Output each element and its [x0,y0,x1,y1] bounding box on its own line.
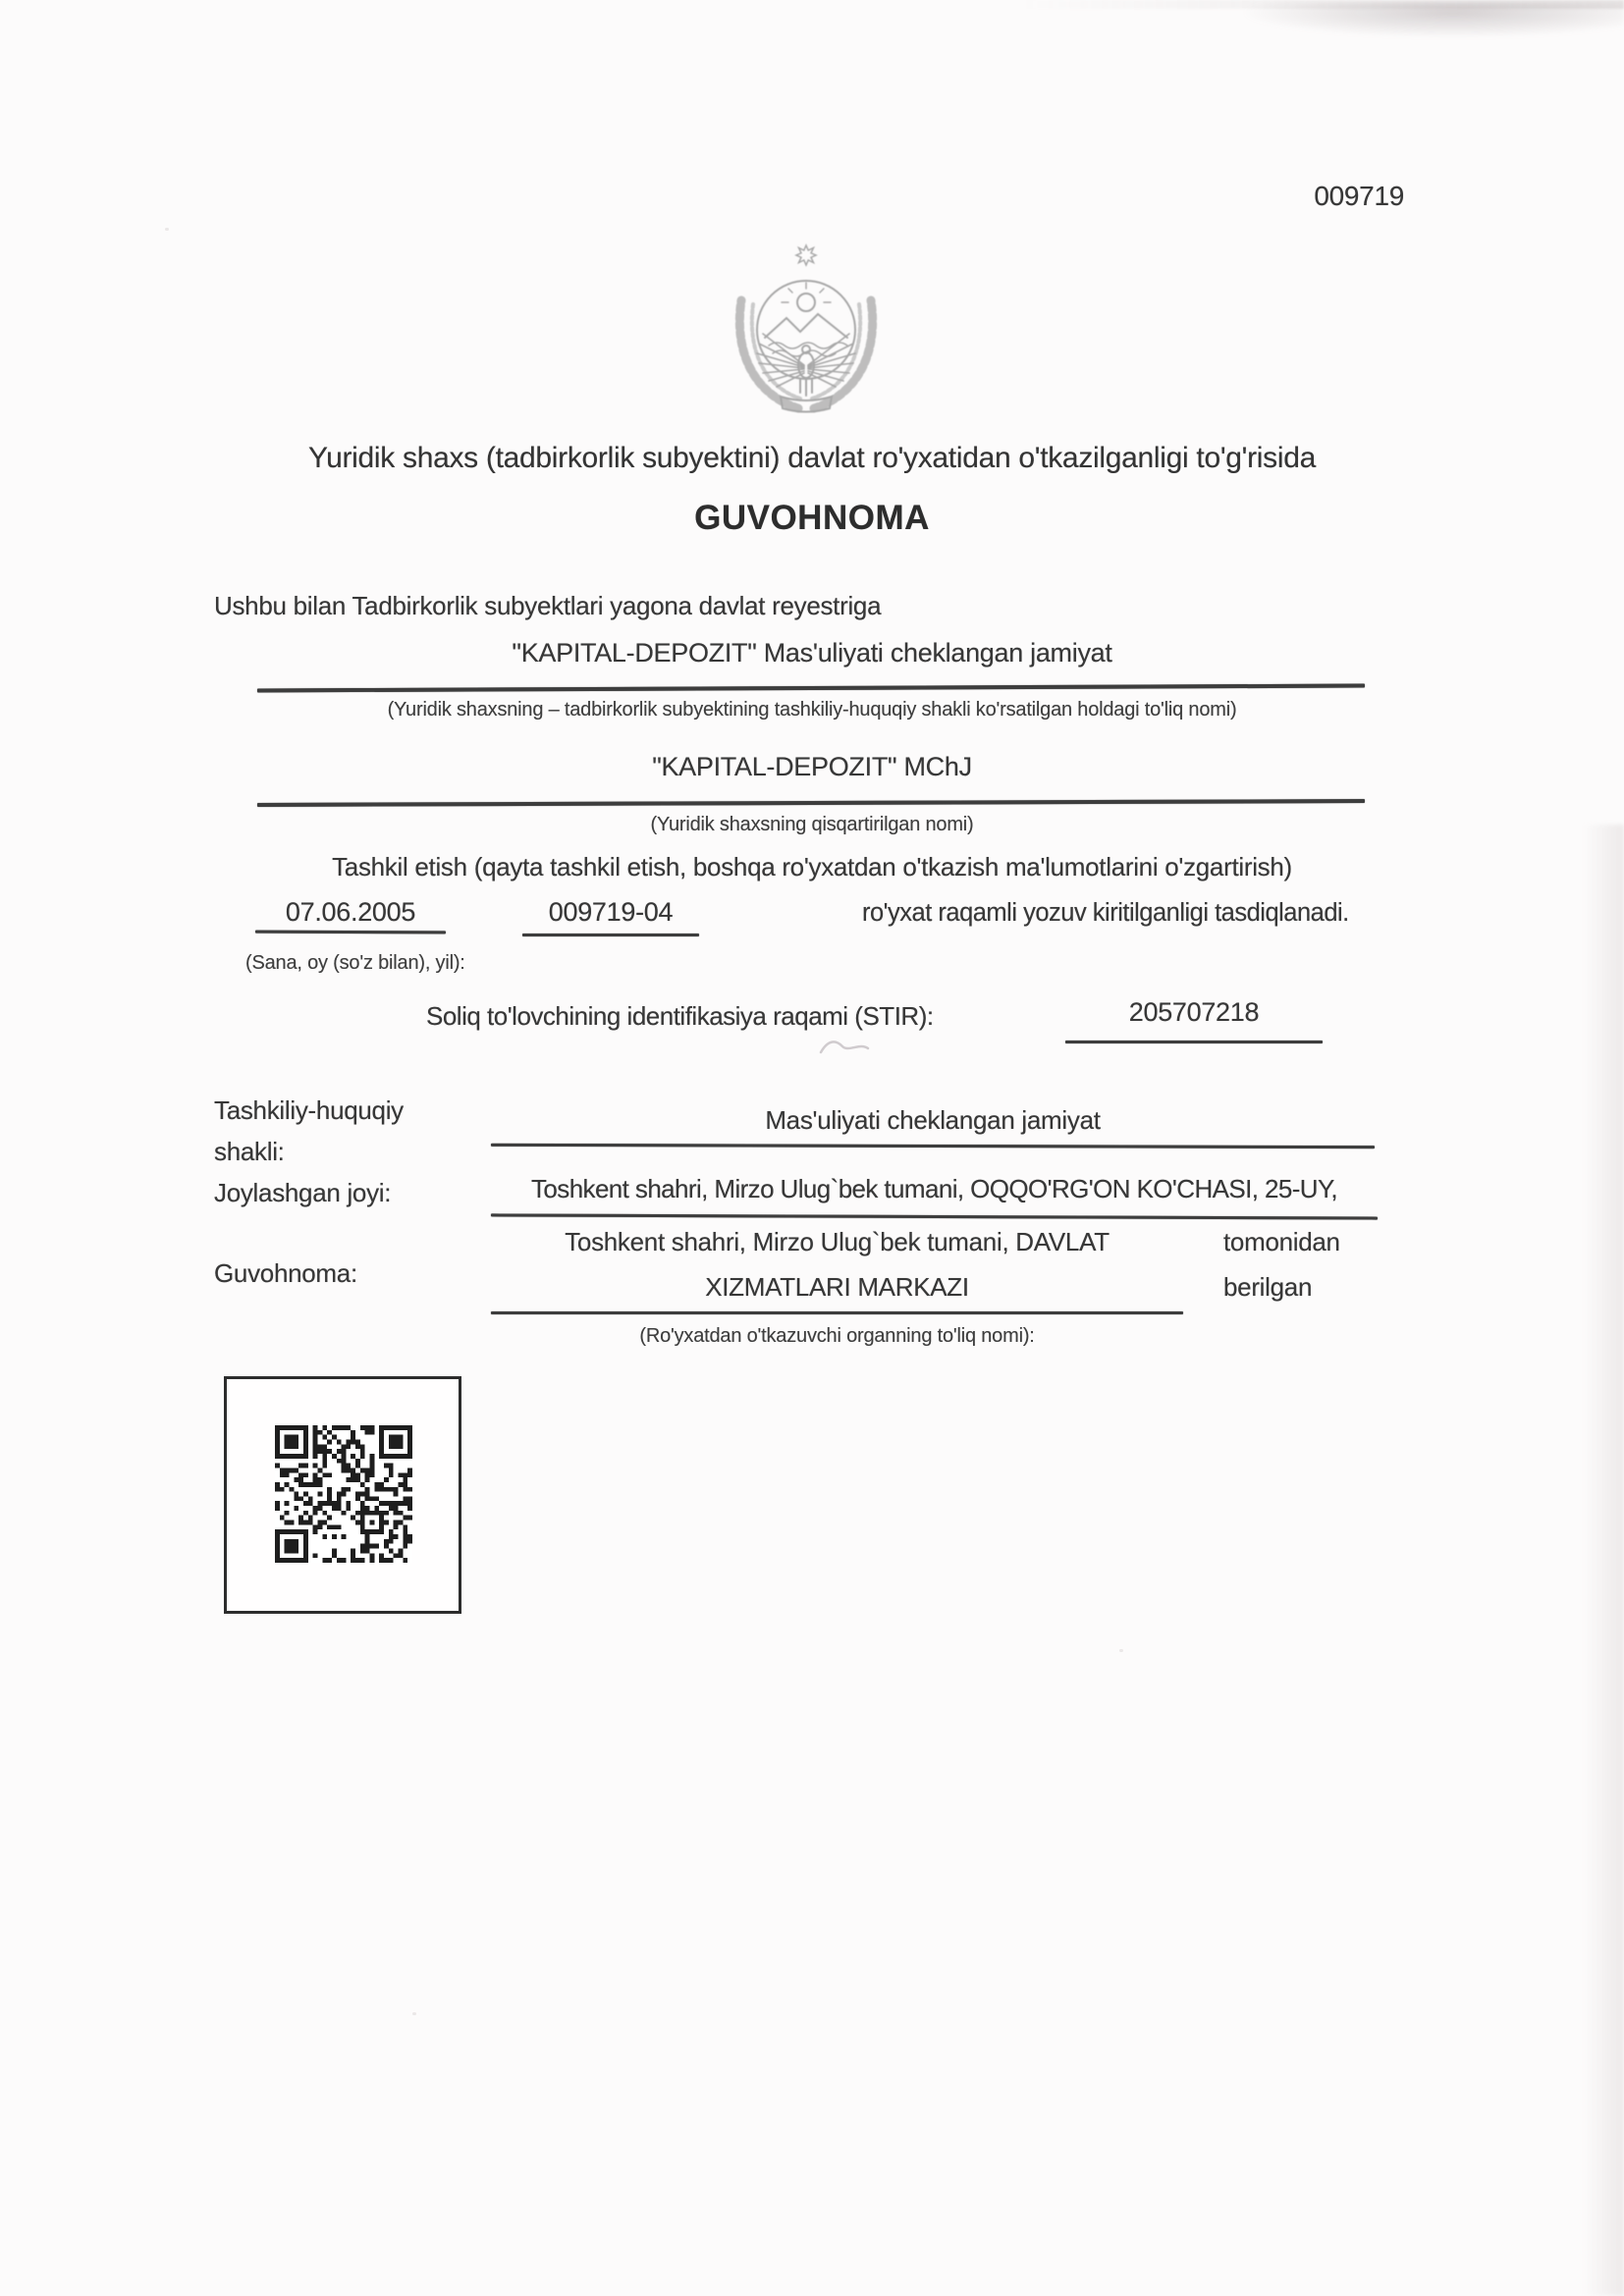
certificate-label: Guvohnoma: [214,1258,357,1288]
underline-short-name [257,799,1365,807]
document-title: Yuridik shaxs (tadbirkorlik subyektini) davlat ro'yxatidan o'tkazilganligi to'g'risida [308,442,1316,474]
scan-speck [165,228,169,231]
pencil-squiggle-mark [815,1031,884,1064]
scan-smudge-top-right [1245,2,1624,37]
stir-value: 205707218 [1128,997,1260,1027]
registration-number: 009719-04 [548,897,674,927]
issued-by-line2: berilgan [1223,1272,1313,1302]
registration-confirm-text: ro'yxat raqamli yozuv kiritilganligi tasdiqlanadi. [862,899,1349,927]
address-label: Joylashgan joyi: [214,1178,392,1207]
address-value: Toshkent shahri, Mirzo Ulug`bek tumani, OQQO'RG'ON KO'CHASI, 25-UY, [531,1174,1337,1203]
stir-label: Soliq to'lovchining identifikasiya raqami (STIR): [426,1001,934,1031]
uzbekistan-emblem-icon [717,240,895,416]
scan-streak-top-edge [1021,0,1624,9]
entity-full-name: "KAPITAL-DEPOZIT" Mas'uliyati cheklangan jamiyat [512,638,1112,667]
full-name-caption: (Yuridik shaxsning – tadbirkorlik subyektining tashkiliy-huquqiy shakli ko'rsatilgan holdagi to'liq nomi) [387,699,1237,721]
document-heading: GUVOHNOMA [694,499,930,537]
underline-stir [1065,1041,1323,1043]
legal-form-label-line2: shakli: [214,1137,285,1166]
short-name-caption: (Yuridik shaxsning qisqartirilgan nomi) [650,814,974,835]
qr-code [275,1425,412,1563]
underline-registration-date [255,931,446,934]
underline-address [491,1213,1378,1219]
scan-band-right-edge [1583,825,1624,2296]
certificate-caption: (Ro'yxatdan o'tkazuvchi organning to'liq nomi): [639,1325,1035,1347]
issued-by-line1: tomonidan [1223,1227,1340,1256]
underline-legal-form [491,1144,1375,1148]
registration-date: 07.06.2005 [285,897,416,927]
scan-speck [412,2012,416,2015]
certificate-issuer-line2: XIZMATLARI MARKAZI [705,1272,969,1302]
certificate-issuer-line1: Toshkent shahri, Mirzo Ulug`bek tumani, DAVLAT [565,1227,1110,1256]
entity-short-name: "KAPITAL-DEPOZIT" MChJ [652,752,972,781]
registration-date-caption: (Sana, oy (so'z bilan), yil): [245,952,465,974]
qr-code-box [224,1376,461,1614]
underline-full-name [257,684,1365,693]
intro-text: Ushbu bilan Tadbirkorlik subyektlari yagona davlat reyestriga [214,591,882,620]
scan-speck [1119,1649,1123,1652]
formation-line: Tashkil etish (qayta tashkil etish, boshqa ro'yxatdan o'tkazish ma'lumotlarini o'zgartirish) [332,852,1292,881]
underline-registration-number [522,934,699,936]
legal-form-label-line1: Tashkiliy-huquqiy [214,1095,404,1125]
underline-certificate-issuer [491,1311,1183,1314]
legal-form-value: Mas'uliyati cheklangan jamiyat [765,1105,1101,1135]
serial-number: 009719 [1314,181,1404,211]
